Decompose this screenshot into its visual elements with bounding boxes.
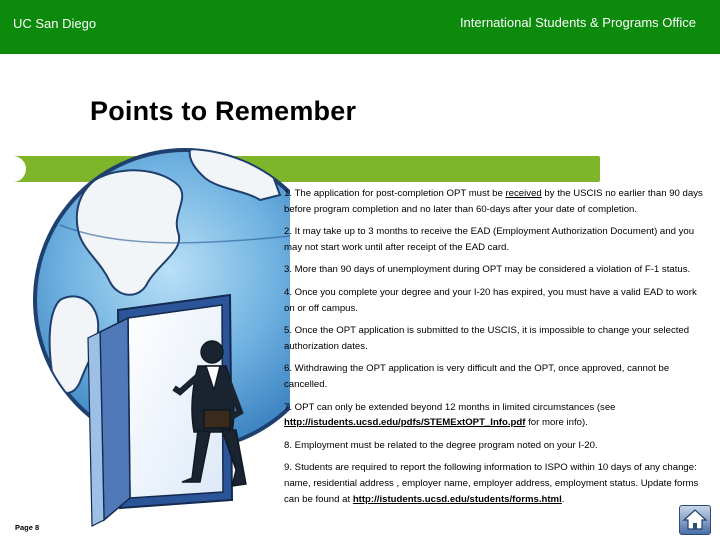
list-item: 4. Once you complete your degree and your I-20 has expired, you must have a valid EAD to work on or off campus. <box>284 286 697 314</box>
page-number: Page 8 <box>15 523 40 532</box>
list-item: 8. Employment must be related to the degree program noted on your I-20. <box>284 439 598 451</box>
list-item: 2. It may take up to 3 months to receive the EAD (Employment Authorization Document) and you may not start work until after receipt of the EAD card. <box>284 226 695 253</box>
list-item: 6. Withdrawing the OPT application is very difficult and the OPT, once approved, cannot be cancelled. <box>284 363 670 390</box>
page-title: Points to Remember <box>90 96 357 126</box>
globe-door-illustration <box>0 0 290 540</box>
org-name: UC San Diego <box>13 16 97 31</box>
list-item: 9. Students are required to report the following information to ISPO within 10 days of any change: name, residential address , employer name, employer address, employment status. Update forms can be found at http://istudents.ucsd.edu/students/forms.html. <box>284 462 699 505</box>
list-item: 7. OPT can only be extended beyond 12 months in limited circumstances (see http://istudents.ucsd.edu/pdfs/STEMExtOPT_Info.pdf for more info). <box>284 401 616 429</box>
list-item: 5. Once the OPT application is submitted to the USCIS, it is impossible to change your selected authorization dates. <box>284 325 690 352</box>
list-item: 3. More than 90 days of unemployment during OPT may be considered a violation of F-1 status. <box>284 264 691 276</box>
home-icon <box>680 506 710 534</box>
office-name: International Students & Programs Office <box>459 15 696 30</box>
forms-link[interactable]: http://istudents.ucsd.edu/students/forms.html <box>352 493 562 505</box>
home-button[interactable] <box>679 505 711 535</box>
stem-opt-link[interactable]: http://istudents.ucsd.edu/pdfs/STEMExtOPT_Info.pdf <box>284 417 526 429</box>
points-list <box>284 186 704 514</box>
list-item: 1. The application for post-completion OPT must be received by the USCIS no earlier than 90 days before program completion and no later than 60-days after your date of completion. <box>284 188 703 215</box>
